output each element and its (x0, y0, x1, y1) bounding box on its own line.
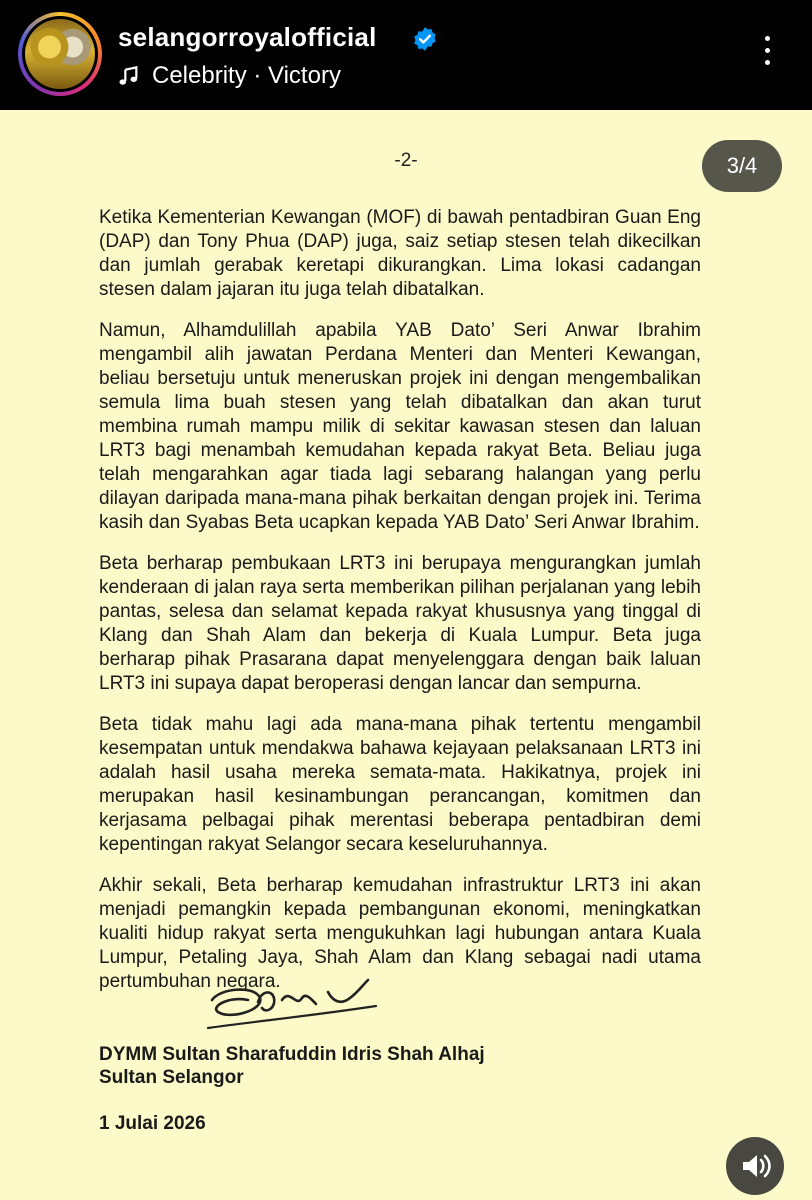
signatory-title: Sultan Selangor (99, 1067, 244, 1088)
avatar-border (22, 16, 98, 92)
dot (765, 48, 770, 53)
speaker-icon (726, 1137, 784, 1195)
sound-toggle-button[interactable] (726, 1137, 784, 1195)
letter-body (99, 206, 701, 1011)
letter-paragraph: Namun, Alhamdulillah apabila YAB Dato’ Seri Anwar Ibrahim mengambil alih jawatan Perdana Menteri dan Menteri Kewangan, beliau bersetuju untuk meneruskan projek ini dengan mengembalikan semula lima buah stesen yang telah dibatalkan dan akan turut membina rumah mampu milik di sekitar kawasan stesen dan laluan LRT3 bagi menambah kemudahan kepada rakyat Beta. Beliau juga telah mengarahkan agar tiada lagi sebarang halangan yang perlu dilayan daripada mana-mana pihak berkaitan dengan projek ini. Terima kasih dan Syabas Beta ucapkan kepada YAB Dato’ Seri Anwar Ibrahim. (99, 320, 701, 533)
dot (765, 60, 770, 65)
letter-page-number: -2- (394, 150, 418, 171)
song-link[interactable]: Celebrity · Victory (152, 62, 341, 89)
username-link[interactable]: selangorroyalofficial (118, 22, 377, 52)
letter-paragraph: Beta berharap pembukaan LRT3 ini berupaya mengurangkan jumlah kenderaan di jalan raya serta memberikan pilihan perjalanan yang lebih pantas, selesa dan selamat kepada rakyat khususnya yang tinggal di Klang dan Shah Alam dan bekerja di Kuala Lumpur. Beta juga berharap pihak Prasarana dapat menyelenggara dengan baik laluan LRT3 ini supaya dapat beroperasi dengan lancar dan sempurna. (99, 553, 701, 694)
music-note-icon (118, 66, 140, 88)
letter-date: 1 Julai 2026 (99, 1113, 206, 1134)
signatory-name: DYMM Sultan Sharafuddin Idris Shah Alhaj (99, 1044, 485, 1065)
avatar-image (25, 19, 95, 89)
letter-paragraph: Beta tidak mahu lagi ada mana-mana pihak tertentu mengambil kesempatan untuk mendakwa bahawa kejayaan pelaksanaan LRT3 ini adalah hasil usaha mereka semata-mata. Hakikatnya, projek ini merupakan hasil kesinambungan perancangan, komitmen dan kerjasama pelbagai pihak merentasi beberapa pentadbiran demi kepentingan rakyat Selangor secara keseluruhannya. (99, 714, 701, 855)
carousel-counter: 3/4 (702, 140, 782, 192)
verified-badge-icon (412, 26, 438, 52)
signature (200, 970, 380, 1050)
dot (765, 36, 770, 41)
letter-paragraph: Akhir sekali, Beta berharap kemudahan infrastruktur LRT3 ini akan menjadi pemangkin kepada pembangunan ekonomi, meningkatkan kualiti hidup rakyat serta mengukuhkan lagi hubungan antara Kuala Lumpur, Petaling Jaya, Shah Alam dan Klang sebagai nadi utama pertumbuhan negara. (99, 875, 701, 992)
letter-image (0, 110, 812, 1200)
letter-paragraph: Ketika Kementerian Kewangan (MOF) di bawah pentadbiran Guan Eng (DAP) dan Tony Phua (DAP) juga, saiz setiap stesen telah dikecilkan dan jumlah gerabak keretapi dikurangkan. Lima lokasi cadangan stesen dalam jajaran itu juga telah dibatalkan. (99, 207, 701, 300)
more-options-icon[interactable] (752, 36, 782, 76)
profile-avatar[interactable] (18, 12, 102, 96)
post-header (0, 0, 812, 110)
